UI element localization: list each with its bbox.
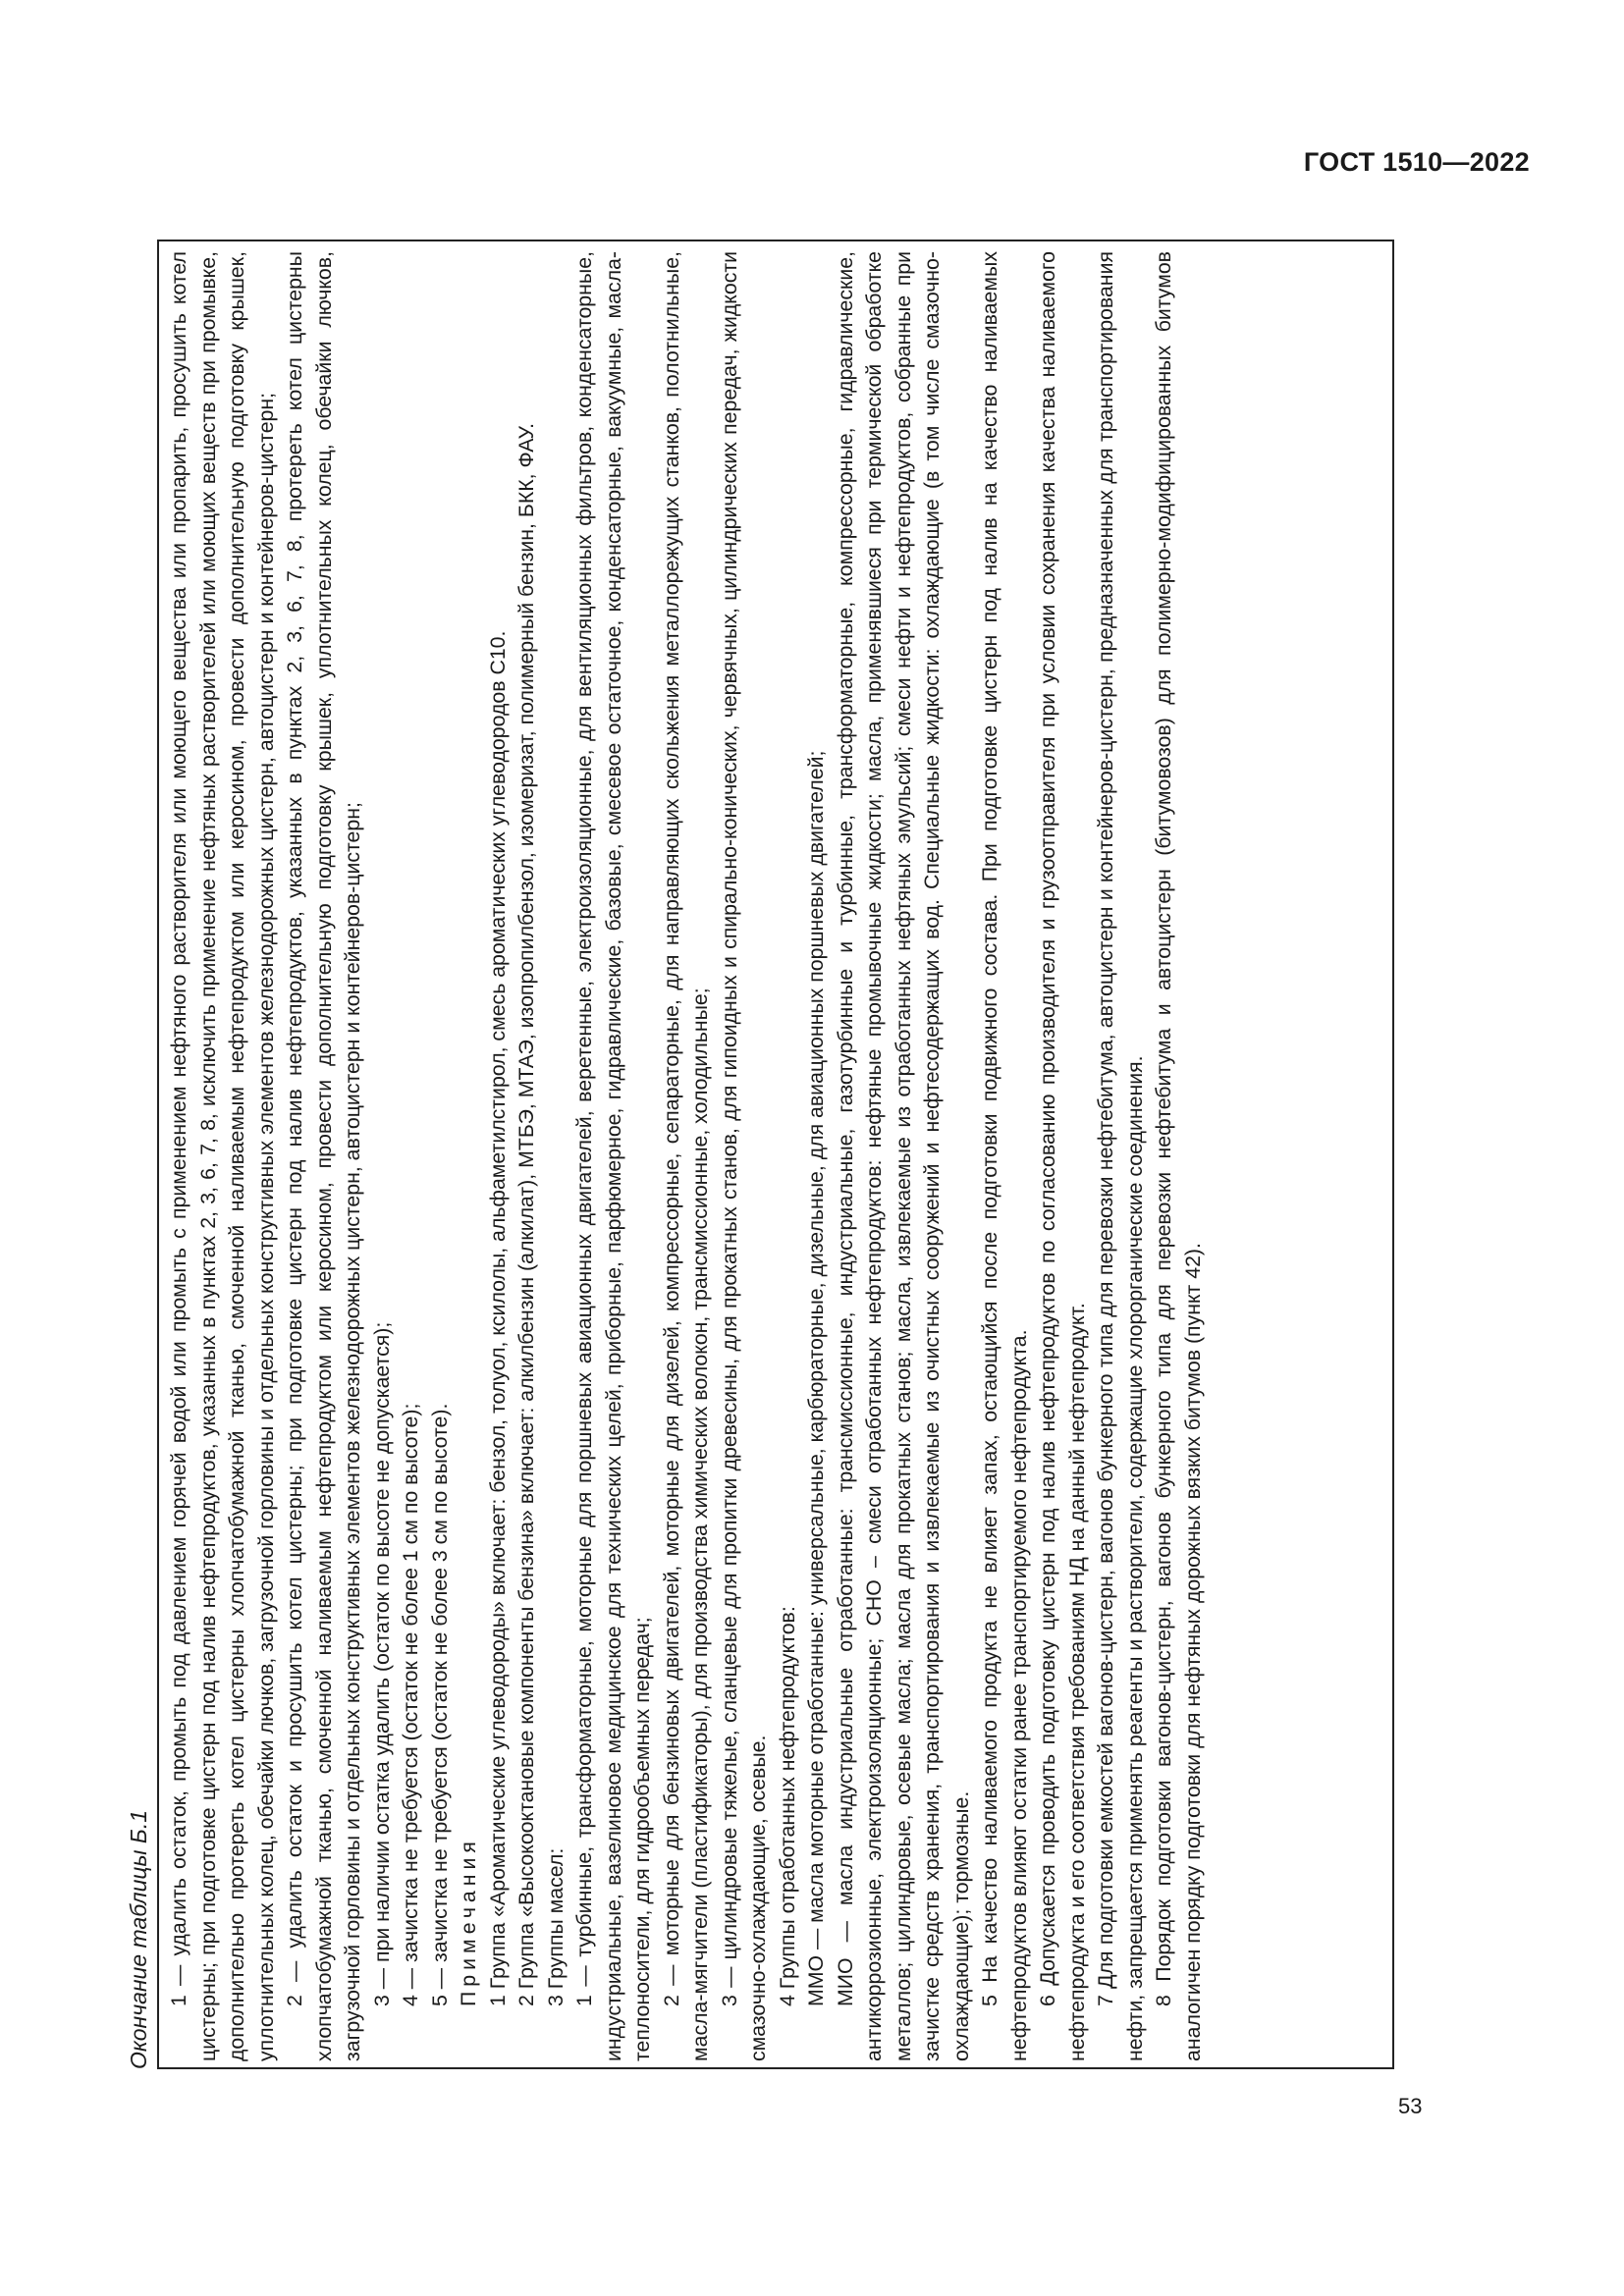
page-number: 53 — [1398, 2094, 1423, 2118]
note-7: 7 Для подготовки емкостей вагонов-цистерн, вагонов бункерного типа для перевозки нефтебитума, автоцистерн и контейнеров-цистерн, предназначенных для транспортирования нефти, запрещается применять реагенты и растворители, содержащие хлорорганические соединения. — [1094, 251, 1147, 2061]
clean-method-5: 5 — зачистка не требуется (остаток не более 3 см по высоте). — [427, 1403, 452, 2006]
note-5: 5 На качество наливаемого продукта не влияет запах, остающийся после подготовки подвижного состава. При подготовке цистерн под налив на качество наливаемых нефтепродуктов влияют остатки ранее транспортируемого нефтепродукта. — [978, 251, 1031, 2061]
standard-code: ГОСТ 1510—2022 — [1303, 147, 1530, 177]
table-frame — [157, 240, 1394, 2069]
notes-heading: Примечания — [457, 1837, 480, 2006]
note-2: 2 Группа «Высокооктановые компоненты бензина» включает: алкилбензин (алкилат), МТБЭ, МТАЭ, изопропилбензол, изомеризат, полимерный бензин, БКК, ФАУ. — [514, 422, 538, 2006]
note-4: 4 Группы отработанных нефтепродуктов: — [775, 1606, 799, 2006]
note-6: 6 Допускается проводить подготовку цистерн под налив нефтепродуктов по согласованию производителя и грузоотправителя при условии сохранения качества наливаемого нефтепродукта и его соответствия требованиям НД на данный нефтепродукт. — [1036, 251, 1089, 2061]
note-1: 1 Группа «Ароматические углеводороды» включает: бензол, толуол, ксилолы, альфаметилстирол, смесь ароматических углеводородов С10. — [485, 630, 510, 2006]
table-caption: Окончание таблицы Б.1 — [126, 1809, 151, 2069]
note-3: 3 Группы масел: — [543, 1847, 568, 2006]
oil-group-3: 3 — цилиндровые тяжелые, сланцевые для пропитки древесины, для прокатных станов, для гипоидных и спирально-конических, червячных, цилиндрических передач, жидкости смазочно-охлаждающие, осевые. — [717, 251, 770, 2061]
clean-method-4: 4 — зачистка не требуется (остаток не более 1 см по высоте); — [399, 1403, 422, 2006]
clean-method-2: 2 — удалить остаток и просушить котел цистерны; при подготовке цистерн под налив нефтепродуктов, указанных в пунктах 2, 3, 6, 7, 8, протереть котел цистерны хлопчатобумажной тканью, смоченной наливаемым нефтепродуктом или керосином, провести дополнительную подготовку крышек, уплотнительных колец, обечайки лючков, загрузочной горловины и отдельных конструктивных элементов железнодорожных цистерн, автоцистерн и контейнеров-цистерн; — [283, 251, 364, 2061]
clean-method-3: 3 — при наличии остатка удалить (остаток по высоте не допускается); — [369, 1321, 394, 2006]
mmo-definition: ММО — масла моторные отработанные: универсальные, карбюраторные, дизельные, для авиационных поршневых двигателей; — [804, 750, 828, 2006]
mio-definition: МИО — масла индустриальные отработанные: трансмиссионные, индустриальные, газотурбинные и турбинные, трансформаторные, компрессорные, гидравлические, антикоррозионные, электроизоляционные; СНО – смеси отработанных нефтепродуктов: нефтяные промывочные жидкости; масла, применявшиеся при термической обработке металлов; цилиндровые, осевые масла; масла для прокатных станов; масла, извлекаемые из отработанных нефтяных эмульсий; смеси нефти и нефтепродуктов, собранные при зачистке средств хранения, транспортирования и извлекаемые из очистных сооружений и нефтесодержащих вод. Специальные жидкости: охлаждающие (в том числе смазочно-охлаждающие); тормозные. — [833, 251, 973, 2061]
oil-group-1: 1 — турбинные, трансформаторные, моторные для поршневых авиационных двигателей, веретенные, электроизоляционные, для вентиляционных фильтров, конденсаторные, индустриальные, вазелиновое медицинское для технических целей, приборные, парфюмерное, гидравлические, базовые, смесевое остаточное, конденсаторные, вакуумные, масла-теплоносители, для гидрообъемных передач; — [572, 251, 654, 2061]
note-8: 8 Порядок подготовки вагонов-цистерн, вагонов бункерного типа для перевозки нефтебитума и автоцистерн (битумовозов) для полимерно-модифицированных битумов аналогичен порядку подготовки для нефтяных дорожных вязких битумов (пункт 42). — [1152, 251, 1205, 2061]
oil-group-2: 2 — моторные для бензиновых двигателей, моторные для дизелей, компрессорные, сепараторные, для направляющих скольжения металлорежущих станков, полотнильные, масла-мягчители (пластификаторы), для производства химических волокон, трансмиссионные, холодильные; — [659, 251, 712, 2061]
clean-method-1: 1 — удалить остаток, промыть под давлением горячей водой или промыть с применением нефтяного растворителя или моющего вещества или пропарить, просушить котел цистерны; при подготовке цистерн под налив нефтепродуктов, указанных в пунктах 2, 3, 6, 7, 8, исключить применение нефтяных растворителей или моющих веществ при промывке, дополнительно протереть котел цистерны хлопчатобумажной тканью, смоченной наливаемым нефтепродуктом или керосином, провести дополнительную подготовку крышек, уплотнительных колец, обечайки лючков, загрузочной горловины и отдельных конструктивных элементов железнодорожных цистерн, автоцистерн и контейнеров-цистерн; — [167, 251, 278, 2061]
table-body — [159, 241, 1394, 2069]
